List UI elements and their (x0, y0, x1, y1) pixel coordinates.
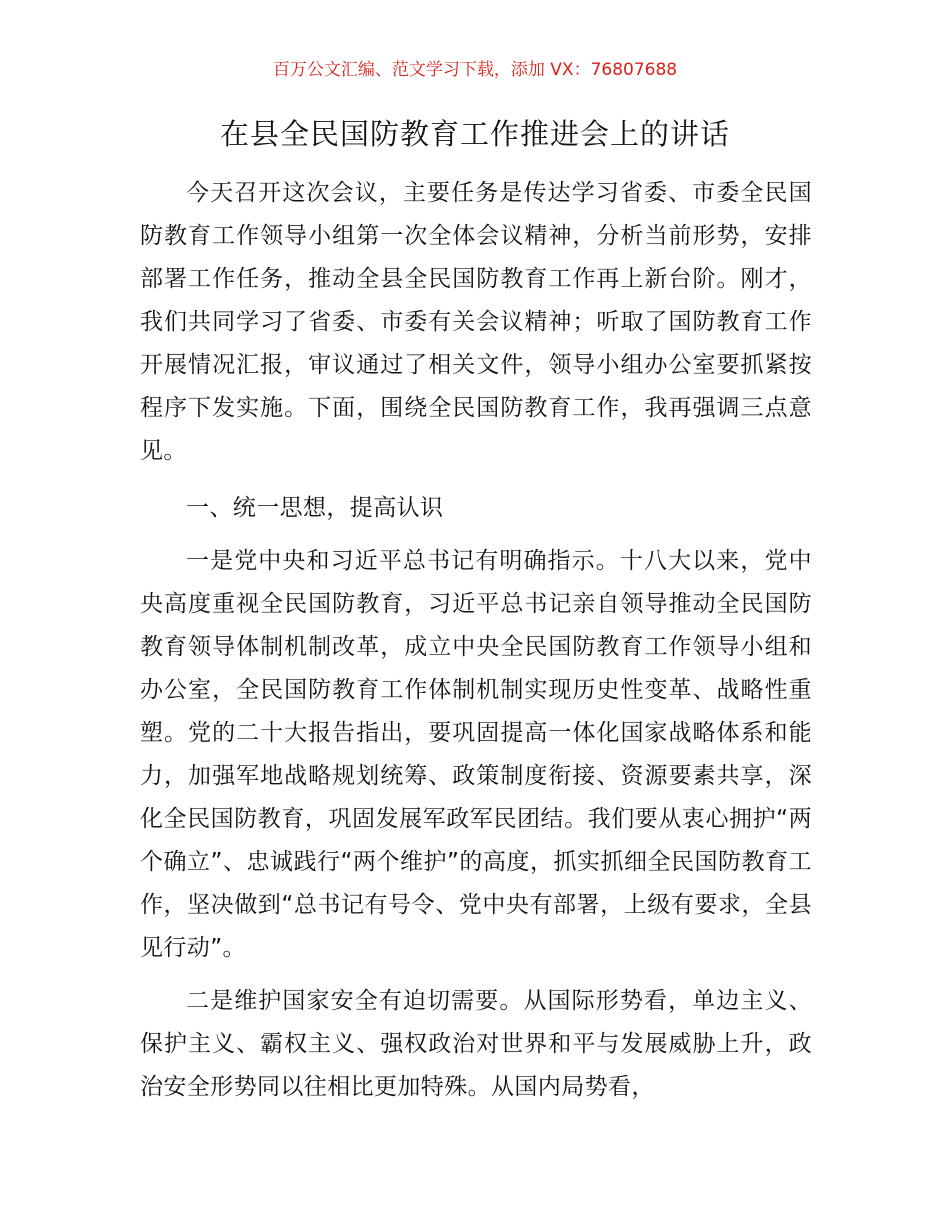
paragraph-point-2: 二是维护国家安全有迫切需要。从国际形势看，单边主义、保护主义、霸权主义、强权政治对世界和平与发展威胁上升，政治安全形势同以往相比更加特殊。从国内局势看， (140, 988, 812, 1100)
document-title: 在县全民国防教育工作推进会上的讲话 (219, 117, 730, 151)
section-heading-1: 一、统一思想，提高认识 (186, 495, 444, 521)
paragraph-point-1: 一是党中央和习近平总书记有明确指示。十八大以来，党中央高度重视全民国防教育，习近平总书记亲自领导推动全民国防教育领导体制机制改革，成立中央全民国防教育工作领导小组和办公室，全民国防教育工作体制机制实现历史性变革、战略性重塑。党的二十大报告指出，要巩固提高一体化国家战略体系和能力，加强军地战略规划统筹、政策制度衔接、资源要素共享，深化全民国防教育，巩固发展军政军民团结。我们要从衷心拥护“两个确立”、忠诚践行“两个维护”的高度，抓实抓细全民国防教育工作，坚决做到“总书记有号令、党中央有部署，上级有要求，全县见行动”。 (140, 548, 812, 961)
document-body (140, 172, 812, 1109)
promo-header: 百万公文汇编、范文学习下载，添加 VX：76807688 (272, 60, 678, 80)
paragraph-intro: 今天召开这次会议，主要任务是传达学习省委、市委全民国防教育工作领导小组第一次全体会议精神，分析当前形势，安排部署工作任务，推动全县全民国防教育工作再上新台阶。刚才，我们共同学习了省委、市委有关会议精神；听取了国防教育工作开展情况汇报，审议通过了相关文件，领导小组办公室要抓紧按程序下发实施。下面，围绕全民国防教育工作，我再强调三点意见。 (140, 180, 812, 464)
